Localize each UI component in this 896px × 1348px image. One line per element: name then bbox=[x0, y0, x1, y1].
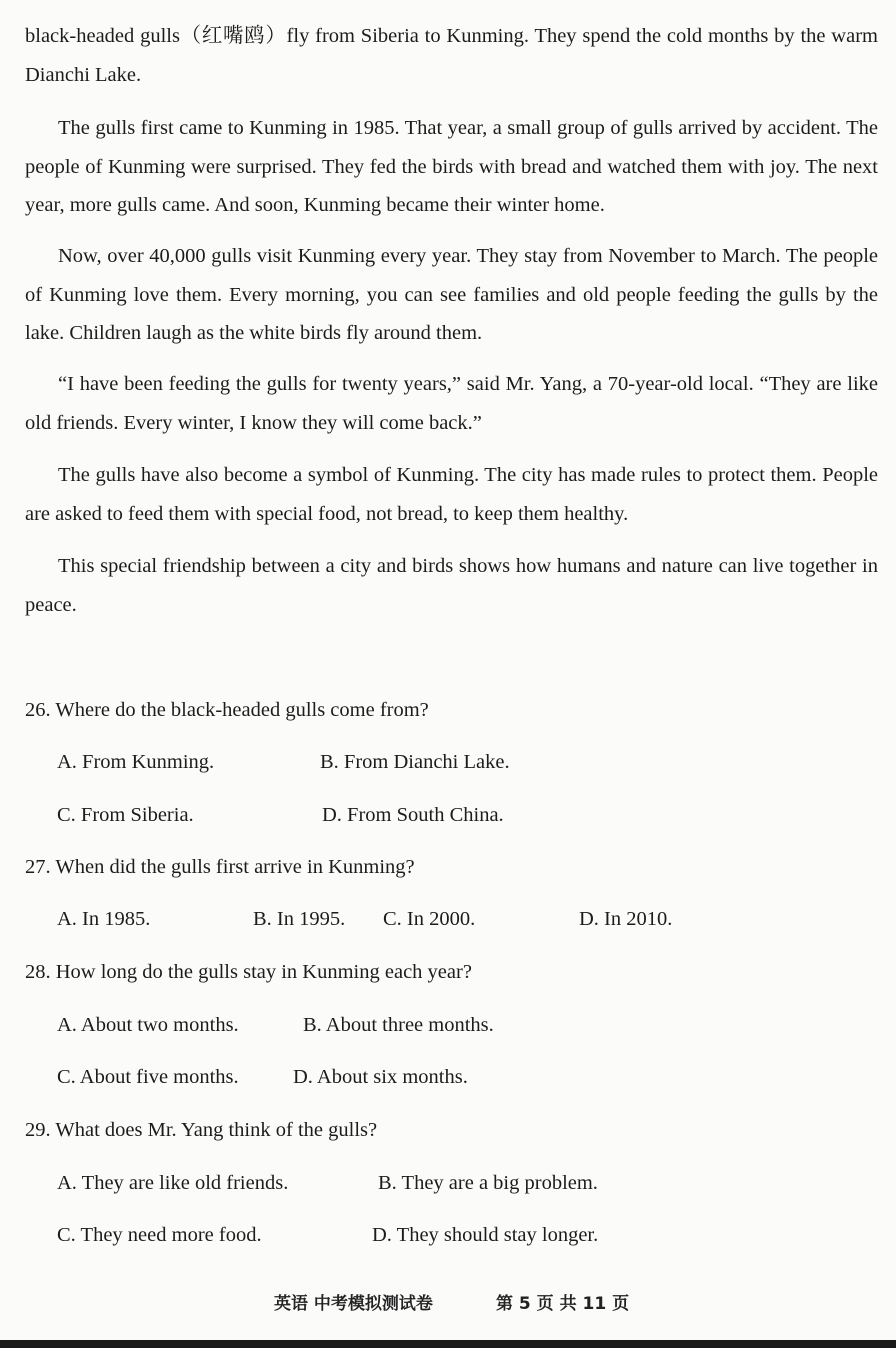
page-bottom-edge bbox=[0, 1340, 896, 1348]
question-26-option-b: B. From Dianchi Lake. bbox=[320, 751, 510, 773]
question-26-option-c: C. From Siberia. bbox=[57, 804, 194, 826]
passage-paragraph-1: black-headed gulls（红嘴鸥）fly from Siberia to Kunming. They spend the cold months by the warm Dianchi Lake. bbox=[25, 25, 878, 86]
question-27-option-b: B. In 1995. bbox=[253, 908, 346, 930]
question-27-option-c: C. In 2000. bbox=[383, 908, 476, 930]
passage-paragraph-4: “I have been feeding the gulls for twenty years,” said Mr. Yang, a 70-year-old local. “They are like old friends. Every winter, I know they will come back.” bbox=[25, 373, 878, 434]
passage-paragraph-5: The gulls have also become a symbol of Kunming. The city has made rules to protect them. People are asked to feed them with special food, not bread, to keep them healthy. bbox=[25, 464, 878, 525]
question-28: 28. How long do the gulls stay in Kunming each year? bbox=[25, 961, 472, 983]
question-26-option-a: A. From Kunming. bbox=[57, 751, 215, 773]
question-28-option-a: A. About two months. bbox=[57, 1014, 239, 1036]
question-27-option-a: A. In 1985. bbox=[57, 908, 151, 930]
question-27: 27. When did the gulls first arrive in Kunming? bbox=[25, 856, 415, 878]
question-29-option-d: D. They should stay longer. bbox=[372, 1224, 599, 1246]
question-26-option-d: D. From South China. bbox=[322, 804, 504, 826]
passage-paragraph-3: Now, over 40,000 gulls visit Kunming every year. They stay from November to March. The people of Kunming love them. Every morning, you can see families and old people feeding the gulls by the lake. Children laugh as the white birds fly around them. bbox=[25, 245, 878, 344]
question-29: 29. What does Mr. Yang think of the gulls? bbox=[25, 1119, 378, 1141]
question-28-option-d: D. About six months. bbox=[293, 1066, 468, 1088]
question-28-option-b: B. About three months. bbox=[303, 1014, 494, 1036]
passage-paragraph-2: The gulls first came to Kunming in 1985. That year, a small group of gulls arrived by accident. The people of Kunming were surprised. They fed the birds with bread and watched them with joy. The next year, more gulls came. And soon, Kunming became their winter home. bbox=[25, 117, 878, 216]
question-29-option-a: A. They are like old friends. bbox=[57, 1172, 289, 1194]
footer-page-number: 第 5 页 共 11 页 bbox=[496, 1294, 630, 1314]
question-28-option-c: C. About five months. bbox=[57, 1066, 239, 1088]
question-29-option-b: B. They are a big problem. bbox=[378, 1172, 598, 1194]
passage-paragraph-6: This special friendship between a city and birds shows how humans and nature can live together in peace. bbox=[25, 555, 878, 616]
question-27-option-d: D. In 2010. bbox=[579, 908, 673, 930]
question-26: 26. Where do the black-headed gulls come from? bbox=[25, 699, 429, 721]
footer-subject: 英语 中考模拟测试卷 bbox=[274, 1294, 433, 1314]
question-29-option-c: C. They need more food. bbox=[57, 1224, 262, 1246]
